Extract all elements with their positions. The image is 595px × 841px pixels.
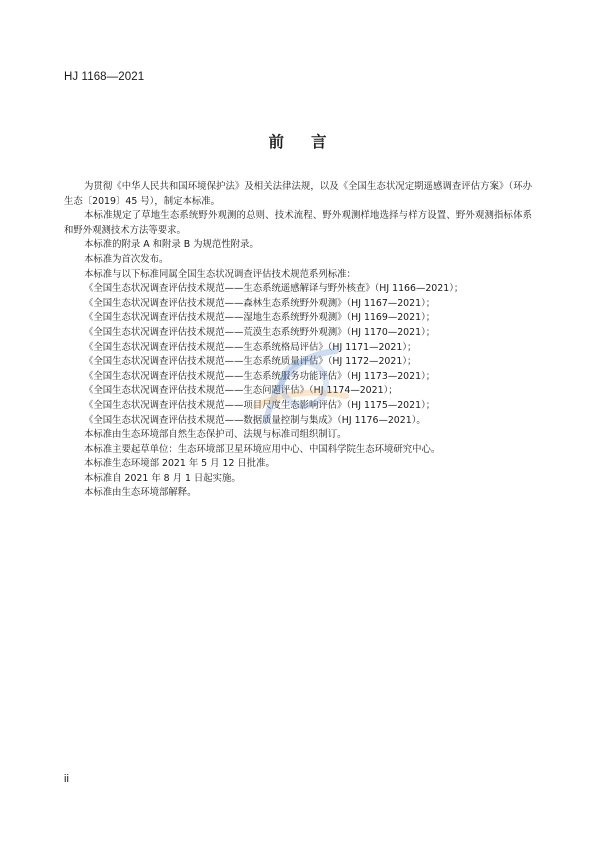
series-standard-item: 《全国生态状况调查评估技术规范——荒漠生态系统野外观测》（HJ 1170—2021）； [84, 326, 436, 338]
page-title: 前言 [268, 133, 354, 151]
series-standard-item: 《全国生态状况调查评估技术规范——森林生态系统野外观测》（HJ 1167—2021）； [84, 297, 436, 309]
document-code: HJ 1168—2021 [64, 71, 145, 83]
series-standard-item: 《全国生态状况调查评估技术规范——生态系统服务功能评估》（HJ 1173—2021）； [84, 370, 436, 382]
paragraph: 本标准为首次发布。 [84, 253, 169, 265]
paragraph: 本标准的附录 A 和附录 B 为规范性附录。 [84, 239, 259, 251]
series-standard-item: 《全国生态状况调查评估技术规范——生态系统格局评估》（HJ 1171—2021）； [84, 341, 417, 353]
closing-paragraph: 本标准由生态环境部解释。 [84, 487, 197, 499]
closing-paragraph: 本标准自 2021 年 8 月 1 日起实施。 [84, 472, 241, 484]
series-standard-item: 《全国生态状况调查评估技术规范——湿地生态系统野外观测》（HJ 1169—2021）； [84, 312, 436, 324]
closing-paragraph: 本标准生态环境部 2021 年 5 月 12 日批准。 [84, 458, 275, 470]
series-standard-item: 《全国生态状况调查评估技术规范——生态问题评估》（HJ 1174—2021）； [84, 385, 398, 397]
document-body [64, 180, 532, 501]
paragraph: 为贯彻《中华人民共和国环境保护法》及相关法律法规，以及《全国生态状况定期遥感调查评估方案》（环办生态〔2019〕45 号），制定本标准。 [64, 181, 532, 207]
series-standard-item: 《全国生态状况调查评估技术规范——生态系统质量评估》（HJ 1172—2021）； [84, 356, 417, 368]
series-standard-item: 《全国生态状况调查评估技术规范——项目尺度生态影响评估》（HJ 1175—2021）； [84, 399, 436, 411]
series-standard-item: 《全国生态状况调查评估技术规范——生态系统遥感解译与野外核查》（HJ 1166—2021）； [84, 283, 464, 295]
series-standard-item: 《全国生态状况调查评估技术规范——数据质量控制与集成》（HJ 1176—2021）。 [84, 414, 426, 426]
paragraph: 本标准规定了草地生态系统野外观测的总则、技术流程、野外观测样地选择与样方设置、野外观测指标体系和野外观测技术方法等要求。 [64, 210, 532, 236]
paragraph: 本标准与以下标准同属全国生态状况调查评估技术规范系列标准： [84, 268, 356, 280]
closing-paragraph: 本标准由生态环境部自然生态保护司、法规与标准司组织制订。 [84, 429, 347, 441]
closing-paragraph: 本标准主要起草单位：生态环境部卫星环境应用中心、中国科学院生态环境研究中心。 [84, 443, 441, 455]
page-number: ii [64, 773, 69, 785]
